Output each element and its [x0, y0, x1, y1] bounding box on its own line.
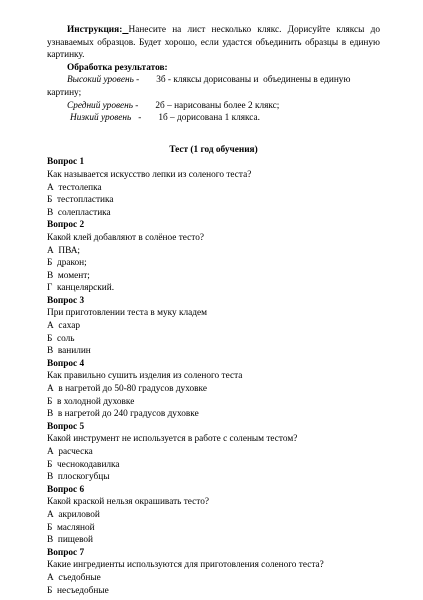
level-medium-name: Средний уровень -	[67, 100, 139, 111]
question-block	[47, 358, 380, 421]
level-low-value: 1б – дорисована 1 клякса.	[158, 113, 260, 124]
question-block	[47, 484, 380, 547]
answer-option: Б тестопластика	[47, 195, 114, 206]
evaluation-title: Обработка результатов:	[67, 62, 168, 73]
answer-option: В ванилин	[47, 346, 91, 357]
level-medium	[47, 100, 380, 113]
answer-option: В в нагретой до 240 градусов духовке	[47, 409, 199, 420]
instruction-underlined-word: Нанесите	[128, 25, 166, 35]
question-text: Какой клей добавляют в солёное тесто?	[47, 232, 204, 243]
question-number: Вопрос 2	[47, 220, 85, 231]
question-number: Вопрос 7	[47, 547, 85, 558]
question-text: Как правильно сушить изделия из соленого теста	[47, 371, 243, 382]
question-block	[47, 547, 380, 597]
answer-option: Б соль	[47, 333, 75, 344]
instruction-paragraph	[47, 24, 380, 62]
question-block	[47, 156, 380, 219]
question-block	[47, 219, 380, 295]
level-high-continuation: картину;	[47, 87, 82, 98]
answer-option: Б в холодной духовке	[47, 396, 135, 407]
question-text: При приготовлении теста в муку кладем	[47, 308, 208, 319]
answer-option: А сахар	[47, 321, 81, 332]
question-number: Вопрос 6	[47, 484, 85, 495]
answer-option: Б масляной	[47, 522, 95, 533]
question-number: Вопрос 4	[47, 358, 85, 369]
level-low-name: Низкий уровень -	[70, 113, 142, 124]
question-block	[47, 295, 380, 358]
answer-option: А расческа	[47, 447, 93, 457]
question-number: Вопрос 5	[47, 421, 85, 432]
question-text: Какой инструмент не используется в работе с соленым тестом?	[47, 434, 298, 445]
answer-option: А в нагретой до 50-80 градусов духовке	[47, 384, 207, 395]
level-low	[47, 112, 380, 125]
question-text: Какие ингредиенты используются для приготовления соленого теста?	[47, 560, 324, 571]
answer-option: В момент;	[47, 270, 90, 281]
question-text: Как называется искусство лепки из соленого теста?	[47, 169, 252, 180]
document-page	[47, 24, 380, 597]
answer-option: А тестолепка	[47, 182, 102, 193]
answer-option: Б дракон;	[47, 258, 87, 269]
question-text: Какой краской нельзя окрашивать тесто?	[47, 497, 209, 508]
answer-option: В плоскогубцы	[47, 472, 110, 483]
question-number: Вопрос 3	[47, 295, 85, 306]
question-number: Вопрос 1	[47, 157, 85, 168]
level-high-value: 3б - кляксы дорисованы и объединены в единую	[156, 75, 351, 86]
test-title: Тест (1 год обучения)	[169, 144, 258, 155]
answer-option: А акриловой	[47, 509, 100, 520]
answer-option: А ПВА;	[47, 245, 80, 256]
answer-option: В солепластика	[47, 207, 111, 218]
level-medium-value: 2б – нарисованы более 2 клякс;	[155, 100, 280, 111]
instruction-label: Инструкция:	[67, 25, 123, 35]
question-block	[47, 421, 380, 484]
level-high-name: Высокий уровень -	[67, 75, 140, 86]
answer-option: Б несъедобные	[47, 585, 109, 596]
answer-option: Б чеснокодавилка	[47, 459, 120, 470]
answer-option: В пищевой	[47, 535, 94, 546]
answer-option: А съедобные	[47, 572, 101, 583]
instruction-text: на лист несколько клякс. Дорисуйте кляксы до узнаваемых образцов. Будет хорошо, если удастся объединить образцы в единую картинку.	[47, 25, 380, 61]
answer-option: Г канцелярский.	[47, 283, 115, 294]
level-high	[47, 74, 380, 87]
